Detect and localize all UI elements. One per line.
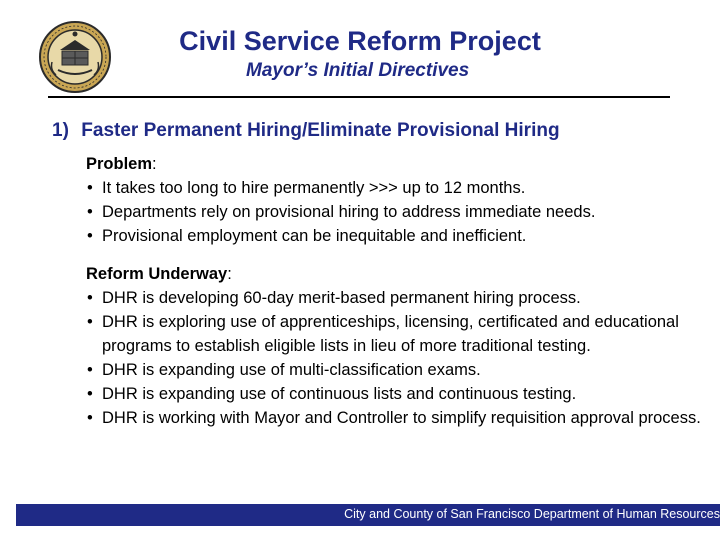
problem-label: Problem: (86, 155, 157, 173)
section-heading (52, 120, 560, 142)
list-item: • Provisional employment can be inequitable and inefficient. (86, 224, 716, 248)
section-heading-text: Faster Permanent Hiring/Eliminate Provisional Hiring (81, 120, 560, 141)
list-item: • DHR is working with Mayor and Controller to simplify requisition approval process. (86, 406, 716, 430)
header-divider (48, 96, 670, 98)
page-title: Civil Service Reform Project (179, 26, 541, 56)
reform-label: Reform Underway: (86, 265, 232, 283)
page-subtitle: Mayor’s Initial Directives (246, 60, 470, 81)
list-item: • DHR is expanding use of multi-classification exams. (86, 358, 716, 382)
footer-text: City and County of San Francisco Department of Human Resources (344, 507, 720, 521)
section-number: 1) (52, 120, 69, 141)
list-item: • DHR is exploring use of apprenticeships, licensing, certificated and educational programs to establish eligible lists in lieu of more traditional testing. (86, 310, 716, 358)
list-item: • DHR is developing 60-day merit-based permanent hiring process. (86, 286, 716, 310)
problem-list (86, 176, 716, 248)
list-item: • DHR is expanding use of continuous lists and continuous testing. (86, 382, 716, 406)
reform-list (86, 286, 716, 430)
reform-section (86, 262, 716, 430)
list-item: • It takes too long to hire permanently >>> up to 12 months. (86, 176, 716, 200)
footer-bar (16, 504, 720, 526)
problem-section (86, 152, 716, 248)
list-item: • Departments rely on provisional hiring to address immediate needs. (86, 200, 716, 224)
